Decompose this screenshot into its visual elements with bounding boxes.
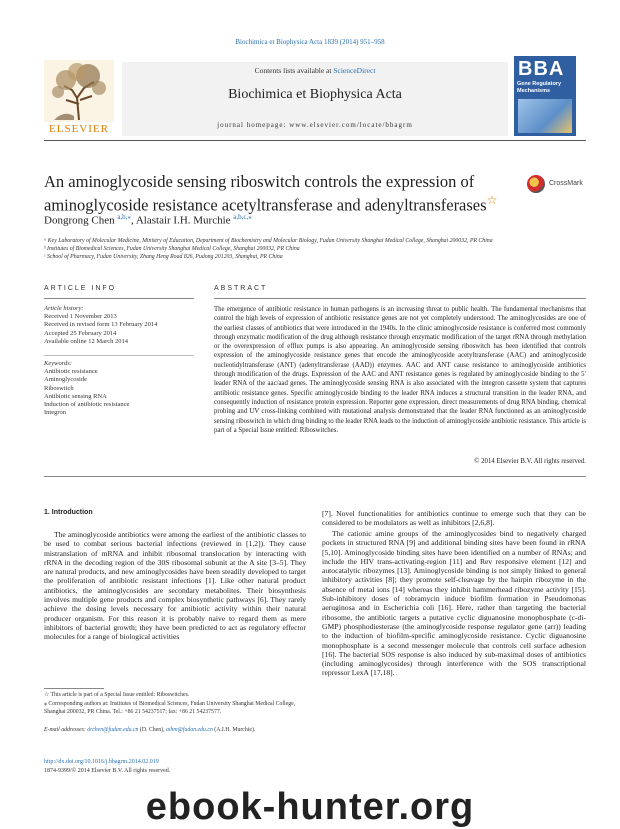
affiliation-b: ᵇ Institutes of Biomedical Sciences, Fudan University Shanghai Medical College, Shanghai 200032, PR China bbox=[44, 246, 300, 252]
footnote-emails: E-mail addresses: drchen@fudan.edu.cn (D. Chen), aihm@fudan.edu.cn (A.I.H. Murchie). bbox=[44, 727, 256, 733]
abstract-bottom-rule bbox=[44, 476, 586, 477]
cover-image bbox=[518, 99, 572, 133]
affiliation-c: ᶜ School of Pharmacy, Fudan University, Zhang Heng Road 826, Pudong 201203, Shanghai, PR China bbox=[44, 254, 283, 260]
abstract-rule bbox=[214, 298, 586, 299]
sciencedirect-link[interactable]: ScienceDirect bbox=[333, 66, 376, 75]
intro-paragraph-1: The aminoglycoside antibiotics were among the earliest of the antibiotic classes to be used to combat serious bacterial infections (reviewed in [1,2]). They cause mistranslation of mRNA and inhibit ribosomal translocation by interacting with rRNA in the decoding region of the 30S ribosomal subunit at the A site [3–5]. They are natural products, and new aminoglycosides have been steadily developed to target the proliferation of antibiotic resistant infections [1]. Like other natural product antibiotics, the aminoglycosides are secondary metabolites. Their biosynthesis involves multiple gene products and complex biosynthetic pathways [6]. They rarely achieve the dosing levels necessary for antibiotic activity within their natural producer organism. For this reason it is probably naive to regard them as mere inhibitors of bacterial growth; they have been predicted to act as regulatory effector molecules for a range of biological activities bbox=[44, 530, 306, 642]
header-rule bbox=[44, 140, 586, 141]
abstract-text: The emergence of antibiotic resistance in human pathogens is an increasing threat to public health. The fundamental mechanisms that control the high levels of expression of antibiotic resistance genes are not yet completely understood. The aminoglycosides are one of the earliest classes of antibiotics that were introduced in the 1940s. In the clinic aminoglycoside resistance is conferred most commonly through enzymatic modification of the drug although resistance through enzymatic modification of the target rRNA through methylation or the overexpression of efflux pumps is also appearing. An aminoglycoside sensing riboswitch has been identified that controls expression of the aminoglycoside resistance genes that encode the aminoglycoside acetyltransferase (AAC) and aminoglycoside nucleotidyltransferase (ANT) (adenyltransferase (AAD)) enzymes. AAC and ANT cause resistance to aminoglycoside antibiotics through modification of the drugs. Expression of the AAC and ANT resistance genes is regulated by aminoglycoside binding to the 5′ leader RNA of the aac/aad genes. The aminoglycoside sensing RNA is also associated with the integron cassette system that captures antibiotic resistance genes. Specific aminoglycoside binding to the leader RNA induces a structural transition in the leader RNA, and consequently induction of resistance protein expression. Reporter gene expression, direct measurements of drug RNA binding, chemical probing and UV cross-linking combined with mutational analysis demonstrated that the leader RNA functioned as an aminoglycoside sensing riboswitch in which drug binding to the leader RNA leads to the induction of aminoglycoside antibiotic resistance. This article is part of a Special Issue entitled: Riboswitches. bbox=[214, 306, 586, 434]
doi-link[interactable]: http://dx.doi.org/10.1016/j.bbagrm.2014.02.019 bbox=[44, 759, 159, 765]
title-footnote-mark[interactable]: ☆ bbox=[486, 193, 498, 207]
abstract-copyright: © 2014 Elsevier B.V. All rights reserved. bbox=[474, 458, 586, 465]
journal-cover bbox=[514, 56, 576, 136]
abstract-heading: ABSTRACT bbox=[214, 285, 268, 292]
issn-line: 1874-9399/© 2014 Elsevier B.V. All rights reserved. bbox=[44, 768, 171, 774]
watermark-text: ebook-hunter.org bbox=[145, 786, 475, 828]
crossmark-icon bbox=[527, 175, 545, 193]
contents-line: Contents lists available at ScienceDirect bbox=[254, 66, 376, 75]
right-paragraph-1: [7]. Novel functionalities for antibiotics continue to emerge such that they can be considered to be modulators as well as inhibitors [2,6,8]. bbox=[322, 509, 586, 528]
footnote-special-issue: ☆ This article is part of a Special Issue entitled: Riboswitches. bbox=[44, 692, 190, 698]
email-link-chen[interactable]: drchen@fudan.edu.cn bbox=[87, 727, 139, 733]
article-history: Article history: Received 1 November 2013 Received in revised form 13 February 2014 Accepted 25 February 2014 Available online 12 March 2014 bbox=[44, 305, 158, 345]
author-list: Dongrong Chen $^{a,b,⁎}$, Alastair I.H. Murchie $^{a,b,c,⁎}$ bbox=[44, 213, 252, 227]
right-paragraph-2: The cationic amine groups of the aminoglycosides bind to negatively charged pockets in structured RNA [9] and additional binding sites have been found in rRNA [5,10]. Aminoglycoside binding sites have been identified on a number of RNAs; and include the HIV trans-activating-region [11] and Rev responsive element [12] and autocatalytic ribozymes [13]. Aminoglycoside binding is not simply linked to general inhibitory activities [8]; they promote self-cleavage by the hairpin ribozyme in the absence of metal ions [14] whereas they inhibit hammerhead ribozyme activity [15]. Sub-inhibitory doses of tobramycin induce biofilm formation in Pseudomonas aeruginosa and in Escherichia coli [16]. Here, rather than targeting the bacterial ribosome, the antibiotic targets a putative cyclic diguanosine monophosphate (c-di-GMP) phosphodiesterase (the aminoglycoside response regulator gene (arr)) leading to the induction of biofilm-specific aminoglycoside resistance. Cyclic diguanosine monophosphate is a second messenger molecule that controls cell surface adhesion [16]. The bacterial SOS response is also induced by sub-maximal doses of antibiotics (including aminoglycosides) through interference with the SOS transcriptional repressor LexA [17,18]. bbox=[322, 529, 586, 678]
keywords: Keywords: Antibiotic resistance Aminoglycoside Riboswitch Antibiotic sensing RNA Induction of antibiotic resistance Integron bbox=[44, 360, 130, 417]
info-rule bbox=[44, 298, 194, 299]
article-info-heading: ARTICLE INFO bbox=[44, 285, 117, 292]
footnote-rule bbox=[44, 688, 104, 689]
cover-subtitle: Gene Regulatory Mechanisms bbox=[517, 81, 562, 94]
introduction-heading: 1. Introduction bbox=[44, 509, 93, 516]
footnote-corresponding: ⁎ Corresponding authors at: Institutes of Biomedical Sciences, Fudan University Shanghai Medical College, Shanghai 200032, PR China. Tel.: +86 21 54237517; fax: +86 21 54237577. bbox=[44, 701, 296, 715]
affiliation-a: ᵃ Key Laboratory of Molecular Medicine, Ministry of Education, Department of Biochemistry and Molecular Biology, Fudan University Shanghai Medical College, Shanghai 200032, PR China bbox=[44, 238, 493, 244]
info-divider bbox=[44, 355, 194, 356]
elsevier-wordmark: ELSEVIER bbox=[49, 123, 109, 135]
journal-homepage[interactable]: journal homepage: www.elsevier.com/locate/bbagrm bbox=[217, 121, 413, 129]
email-link-murchie[interactable]: aihm@fudan.edu.cn bbox=[165, 727, 213, 733]
journal-citation[interactable]: Biochimica et Biophysica Acta 1839 (2014) 951–958 bbox=[235, 38, 385, 46]
article-title: An aminoglycoside sensing riboswitch controls the expression of aminoglycoside resistance acetyltransferase and adenyltransferases☆ bbox=[44, 172, 498, 215]
crossmark-badge[interactable]: CrossMark bbox=[527, 175, 589, 195]
cover-title: BBA bbox=[518, 58, 565, 80]
journal-title: Biochimica et Biophysica Acta bbox=[228, 87, 402, 102]
